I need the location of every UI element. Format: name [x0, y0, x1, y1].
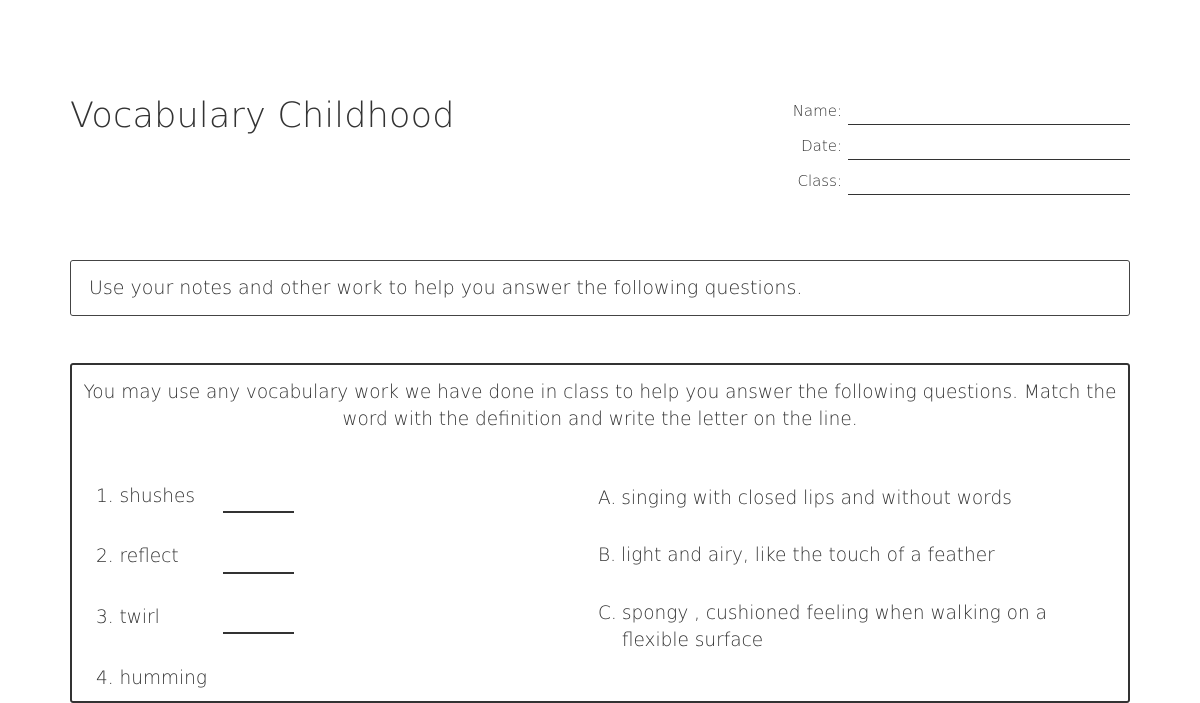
date-field[interactable]: [700, 136, 1130, 160]
section-directions: You may use any vocabulary work we have done in class to help you answer the following questions. Match the word with the definition and write the letter on the line.: [83, 382, 1117, 430]
instructions-text: Use your notes and other work to help you answer the following questions.: [89, 277, 803, 299]
word-item: 1. shushes: [96, 486, 196, 507]
answer-blank[interactable]: [223, 511, 294, 513]
date-line[interactable]: [848, 159, 1130, 160]
definition-item: [598, 600, 1078, 654]
definition-text: singing with closed lips and without words: [621, 488, 1012, 509]
word-item: 4. humming: [96, 668, 207, 689]
name-label: Name:: [792, 102, 842, 120]
name-line[interactable]: [848, 124, 1130, 125]
answer-blank[interactable]: [223, 632, 294, 634]
class-field[interactable]: [700, 171, 1130, 195]
word-item: 3. twirl: [96, 607, 160, 628]
matching-section: [70, 363, 1130, 703]
definition-item: [598, 485, 1078, 512]
instructions-box: [70, 260, 1130, 316]
definition-text: spongy , cushioned feeling when walking on a flexible surface: [621, 603, 1047, 651]
name-field[interactable]: [700, 101, 1130, 125]
definition-letter: B.: [598, 545, 616, 566]
definition-item: [598, 542, 1078, 569]
worksheet-title: Vocabulary Childhood: [70, 96, 455, 136]
definition-letter: C.: [598, 603, 617, 624]
class-line[interactable]: [848, 194, 1130, 195]
answer-blank[interactable]: [223, 572, 294, 574]
date-label: Date:: [801, 137, 842, 155]
definition-letter: A.: [598, 488, 617, 509]
word-item: 2. reflect: [96, 546, 179, 567]
definition-text: light and airy, like the touch of a feather: [621, 545, 995, 566]
class-label: Class:: [797, 172, 842, 190]
